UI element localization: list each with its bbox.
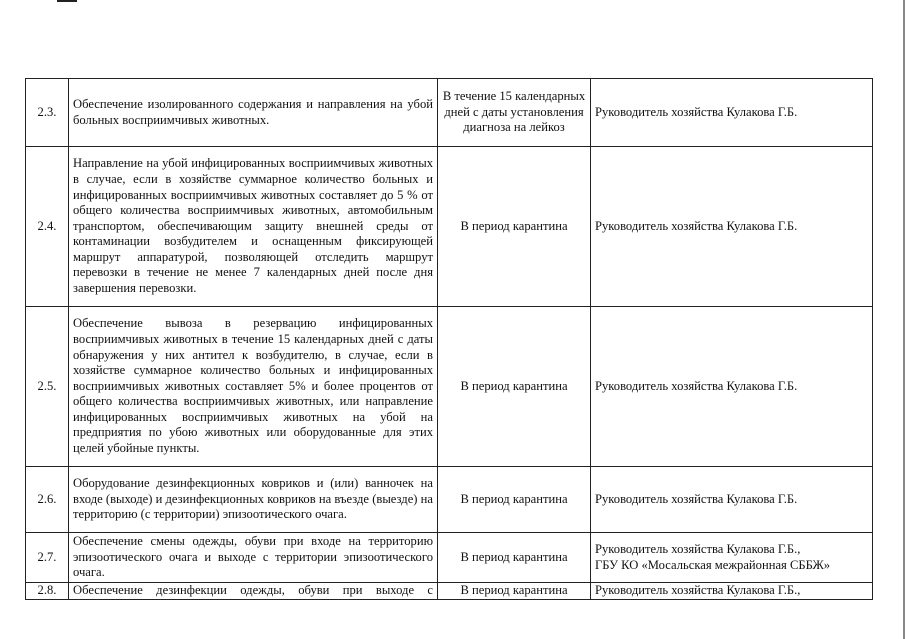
table-row: [26, 583, 873, 600]
measure-term: В период карантина: [438, 533, 591, 583]
measure-term: В течение 15 календарных дней с даты установления диагноза на лейкоз: [438, 79, 591, 147]
table-row: [26, 533, 873, 583]
table-row: [26, 307, 873, 467]
table-row: [26, 79, 873, 147]
row-number: 2.5.: [26, 307, 69, 467]
row-number: 2.4.: [26, 147, 69, 307]
measure-term: В период карантина: [438, 467, 591, 533]
responsible-party: [591, 533, 873, 583]
responsible-party: Руководитель хозяйства Кулакова Г.Б.: [591, 79, 873, 147]
row-number: 2.8.: [26, 583, 69, 600]
table-row: [26, 467, 873, 533]
measure-term: В период карантина: [438, 147, 591, 307]
row-number: 2.7.: [26, 533, 69, 583]
responsible-line: ГБУ КО «Мосальская межрайонная СББЖ»: [595, 557, 831, 572]
measure-term: В период карантина: [438, 307, 591, 467]
responsible-line: Руководитель хозяйства Кулакова Г.Б.,: [595, 541, 801, 556]
measure-text: Обеспечение смены одежды, обуви при входе на территорию эпизоотического очага и выходе с территории эпизоотического очага.: [69, 533, 438, 583]
measures-table: [25, 78, 873, 600]
measure-term: В период карантина: [438, 583, 591, 600]
row-number: 2.6.: [26, 467, 69, 533]
scan-mark: [57, 0, 77, 2]
measure-text: Обеспечение вывоза в резервацию инфицированных восприимчивых животных в течение 15 календарных дней с даты обнаружения у них антител к возбудителю, в случае, если в хозяйстве суммарное количество больных и инфицированных восприимчивых животных составляет 5% и более процентов от общего количества восприимчивых животных, или направление инфицированных восприимчивых животных на убой на предприятия по убою животных или оборудованные для этих целей убойные пункты.: [69, 307, 438, 467]
responsible-party: Руководитель хозяйства Кулакова Г.Б.,: [591, 583, 873, 600]
measure-text: Обеспечение изолированного содержания и направления на убой больных восприимчивых животных.: [69, 79, 438, 147]
measure-text: Обеспечение дезинфекции одежды, обуви при выходе с: [69, 583, 438, 600]
responsible-party: Руководитель хозяйства Кулакова Г.Б.: [591, 307, 873, 467]
measure-text: Оборудование дезинфекционных ковриков и (или) ванночек на входе (выходе) и дезинфекционных ковриков на въезде (выезде) на территорию (с территории) эпизоотического очага.: [69, 467, 438, 533]
row-number: 2.3.: [26, 79, 69, 147]
responsible-party: Руководитель хозяйства Кулакова Г.Б.: [591, 147, 873, 307]
responsible-party: Руководитель хозяйства Кулакова Г.Б.: [591, 467, 873, 533]
table-row: [26, 147, 873, 307]
measure-text: Направление на убой инфицированных восприимчивых животных в случае, если в хозяйстве суммарное количество больных и инфицированных восприимчивых животных составляет до 5 % от общего количества восприимчивых животных, автомобильным транспортом, обеспечивающим защиту внешней среды от контаминации возбудителем и оснащенным фиксирующей маршрут аппаратурой, позволяющей отследить маршрут перевозки в течение не менее 7 календарных дней после дня завершения перевозки.: [69, 147, 438, 307]
